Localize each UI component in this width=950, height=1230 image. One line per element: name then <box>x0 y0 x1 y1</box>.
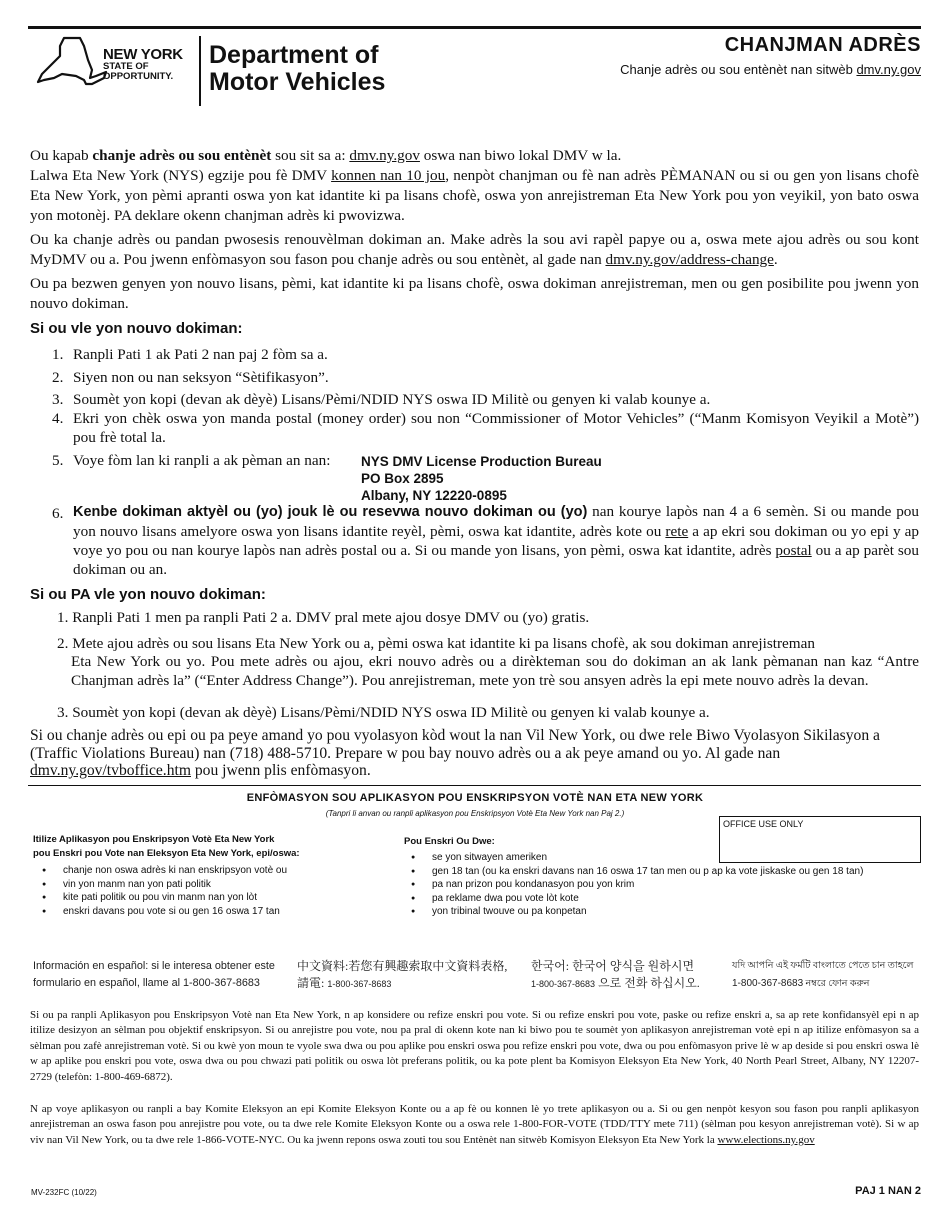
office-use-label: OFFICE USE ONLY <box>723 819 804 829</box>
mailing-address <box>361 453 602 504</box>
address-line-1: NYS DMV License Production Bureau <box>361 454 602 469</box>
intro-p3: Ou ka chanje adrès ou pandan pwosesis renouvèlman dokiman an. Make adrès la sou avi rapèl papye ou a, oswa mete ajou adrès ou sou kont MyDMV ou a. Pou jwenn enfòmasyon sou fason pou chanje adrès ou sou entènèt, al gade nan dmv.ny.gov/address-change. <box>30 231 919 268</box>
logo-text-ny: NEW YORK <box>103 46 183 63</box>
section1-heading: Si ou vle yon nouvo dokiman: <box>30 320 243 337</box>
voter-left-list <box>36 864 287 918</box>
list-item: ● kite pati politik ou pou vin manm nan yon lòt <box>63 891 287 905</box>
violations-paragraph: Si ou chanje adrès ou epi ou pa peye amand yo pou vyolasyon kòd wout la nan Vil New York, ou dwe rele Biwo Vyolasyon Sikilasyon a (Traffic Violations Bureau) nan (718) 488-5710. Prepare w pou bay nouvo adrès ou a ak peye amand ou yo. Al gade nan dmv.ny.gov/tvboffice.htm pou jwenn plis enfòmasyon. <box>30 727 880 779</box>
s1-item-5: Voye fòm lan ki ranpli a ak pèman an nan: <box>73 452 331 469</box>
fine-print-2: N ap voye aplikasyon ou ranpli a bay Komite Eleksyon an epi Komite Eleksyon Konte ou a ap fè ou konnen lè yo trete aplikasyon ou a. Si ou gen nenpòt kesyon sou fason pou ranpli aplikasyon anrejistreman an oswa fason pou anrejistre pou vote, ou ta dwe rele Komite Eleksyon Konte ou a oswa rele 1-800-FOR-VOTE (TDD/TTY mete 711) (sèlman pou kesyon anrejistreman votè). Si w ap viv nan Vil New York, ou ta dwe rele 1-866-VOTE-NYC. Ou ka jwenn repons oswa zouti tou sou Entènèt nan sitwèb Komisyon Eleksyon Eta New York la www.elections.ny.gov <box>30 1103 919 1146</box>
list-item: ● chanje non oswa adrès ki nan enskripsyon votè ou <box>63 864 287 878</box>
voter-section-rule <box>28 785 921 786</box>
voter-right-list <box>405 851 863 919</box>
elections-link[interactable]: www.elections.ny.gov <box>717 1133 815 1146</box>
list-item: ● gen 18 tan (ou ka enskri davans nan 16 oswa 17 tan men ou p ap ka vote jiskaske ou gen 18 tan) <box>432 865 863 879</box>
s1-item-4: Ekri yon chèk oswa yon manda postal (money order) sou non “Commissioner of Motor Vehicles” (“Manm Komisyon Veyikil a Motè”) pou frè total la. <box>73 410 919 446</box>
logo-text-opportunity: OPPORTUNITY. <box>103 71 174 82</box>
s1-num-3: 3. <box>52 391 64 408</box>
intro-p4: Ou pa bezwen genyen yon nouvo lisans, pèmi, kat idantite ki pa lisans chofè, oswa dokiman anrejistreman, men ou gen posibilite pou jwenn yon nouvo dokiman. <box>30 275 919 312</box>
nys-logo <box>34 34 109 99</box>
dept-line-2: Motor Vehicles <box>209 68 386 96</box>
dept-name <box>209 42 385 96</box>
spanish-notice: Información en español: si le interesa obtener este formulario en español, llame al 1-800-367-8683 <box>33 960 275 989</box>
s1-num-2: 2. <box>52 369 64 386</box>
s1-num-6: 6. <box>52 505 64 522</box>
s1-num-4: 4. <box>52 410 64 427</box>
section2-heading: Si ou PA vle yon nouvo dokiman: <box>30 586 266 603</box>
form-id: MV-232FC (10/22) <box>31 1188 97 1197</box>
nys-map-icon <box>34 34 109 94</box>
logo-divider <box>199 36 201 106</box>
list-item: ● enskri davans pou vote si ou gen 16 oswa 17 tan <box>63 905 287 919</box>
fine-print-1: Si ou pa ranpli Aplikasyon pou Enskripsyon Votè nan Eta New York, n ap konsidere ou refize enskri pou vote. Si ou refize enskri pou vote, paske ou refize enskri a, sa ap rete konfidansyèl epi n ap itilize desizyon an sèlman pou objektif enskripsyon. Si ou anrejistre pou vote, nou pa pral di okenn kote nan ki biwo pou te soumèt yon aplikasyon anrejistreman votè epi n ap itilize enfòmasyon sa a sèlman pou zafè anrejistreman votè. Si ou kwè yon moun te vyole swa dwa ou pou aplike pou enskri oswa pou refize enskri pou vote, dwa ou pou enfòmasyon prive lè w ap deside si pou enskri oswa lè w ap aplike pou enskri pou vote, oswa dwa ou pou chwazi pati politik ou oswa lòt preferans politik, ou ka pote plent ba Komisyon Eleksyon Eta New York, 40 North Pearl Street, Albany, NY 12207-2729 (telefòn: 1-800-469-6872). <box>30 1009 919 1083</box>
intro-p1: Ou kapab chanje adrès ou sou entènèt sou sit sa a: dmv.ny.gov oswa nan biwo lokal DMV w la. <box>30 147 622 164</box>
page-number: PAJ 1 NAN 2 <box>855 1185 921 1197</box>
dept-line-1: Department of <box>209 41 379 69</box>
s1-item-1: Ranpli Pati 1 ak Pati 2 nan paj 2 fòm sa a. <box>73 346 328 363</box>
s1-item-3: Soumèt yon kopi (devan ak dèyè) Lisans/Pèmi/NDID NYS oswa ID Militè ou genyen ki valab kounye a. <box>73 391 711 408</box>
page-title: CHANJMAN ADRÈS <box>724 34 921 56</box>
voter-right-heading: Pou Enskri Ou Dwe: <box>404 836 495 847</box>
list-item: ● vin yon manm nan yon pati politik <box>63 878 287 892</box>
s1-item-6: Kenbe dokiman aktyèl ou (yo) jouk lè ou resevwa nouvo dokiman ou (yo) nan kourye lapòs nan 4 a 6 semèn. Si ou mande pou yon nouvo lisans amelyore oswa yon lisans idantite reyèl, pèmi, oswa kat idantite, adrès kote ou rete a ap ekri sou dokiman ou yo epi y ap voye yo pou ou nan kourye lapòs nan adrès postal ou a. Si ou mande yon lisans, yon pèmi, oswa kat idantite, adrès postal ou a ap parèt sou dokiman ou an. <box>73 503 919 578</box>
list-item: ● pa reklame dwa pou vote lòt kote <box>432 892 863 906</box>
address-change-link[interactable]: dmv.ny.gov/address-change <box>605 251 774 268</box>
korean-notice: 한국어: 한국어 양식을 원하시면 1-800-367-8683 으로 전화 하십시오. <box>531 959 700 990</box>
s2-item-1: 1. Ranpli Pati 1 men pa ranpli Pati 2 a. DMV pral mete ajou dosye DMV ou (yo) gratis. <box>57 609 590 626</box>
s1-item-2: Siyen non ou nan seksyon “Sètifikasyon”. <box>73 369 329 386</box>
top-rule <box>28 26 921 29</box>
bengali-notice: যদি আপনি এই ফর্মটি বাংলাতে পেতে চান তাহলে 1-800-367-8683 নম্বরে ফোন করুন <box>732 961 914 989</box>
s2-item-3: 3. Soumèt yon kopi (devan ak dèyè) Lisans/Pèmi/NDID NYS oswa ID Militè ou genyen ki valab kounye a. <box>57 704 710 721</box>
s2-item-2: 2. Mete ajou adrès ou sou lisans Eta New York ou a, pèmi oswa kat idantite ki pa lisans chofè, ak sou dokiman anrejistreman <box>57 635 815 652</box>
intro-p2: Lalwa Eta New York (NYS) egzije pou fè DMV konnen nan 10 jou, nenpòt chanjman ou fè nan adrès PÈMANAN ou si ou gen yon lisans chofè Eta New York, yon pèmi apranti oswa yon kat idantite ki pa lisans chofè, oswa yon anrejistreman Eta New York pou yon veyikil, yon bato oswa yon motonèj. PA deklare okenn chanjman adrès ki pwovizwa. <box>30 167 920 224</box>
list-item: ● se yon sitwayen ameriken <box>432 851 863 865</box>
subtitle-link[interactable]: dmv.ny.gov <box>856 62 921 77</box>
logo-text-state: STATE OF <box>103 61 149 72</box>
voter-left-heading: Itilize Aplikasyon pou Enskripsyon Votè Eta New York pou Enskri pou Vote nan Eleksyon Eta New York, epi/oswa: <box>33 834 300 859</box>
address-line-2: PO Box 2895 <box>361 471 444 486</box>
tvb-link[interactable]: dmv.ny.gov/tvboffice.htm <box>30 762 191 779</box>
dmv-link[interactable]: dmv.ny.gov <box>349 147 420 164</box>
subtitle-text: Chanje adrès ou sou entènèt nan sitwèb <box>620 62 857 77</box>
list-item: ● yon tribinal twouve ou pa konpetan <box>432 905 863 919</box>
s1-num-5: 5. <box>52 452 64 469</box>
address-line-3: Albany, NY 12220-0895 <box>361 488 507 503</box>
voter-subtitle: (Tanpri li anvan ou ranpli aplikasyon pou Enskripsyon Votè Eta New York nan Paj 2.) <box>325 809 625 818</box>
list-item: ● pa nan prizon pou kondanasyon pou yon krim <box>432 878 863 892</box>
s1-num-1: 1. <box>52 346 64 363</box>
chinese-notice: 中文資料:若您有興趣索取中文資料表格, 請電: 1-800-367-8683 <box>297 959 508 990</box>
page-subtitle <box>620 62 921 77</box>
s2-item-2-cont: Eta New York ou yo. Pou mete adrès ou ajou, ekri nouvo adrès ou a dirèkteman sou do dokiman an ak lank pèmanan nan kaz “Antre Chanjman adrès la” (“Enter Address Change”). Pou anrejistreman, mete yon trè sou ansyen adrès la epi mete nouvo adrès la devan. <box>71 653 919 689</box>
voter-title: ENFÒMASYON SOU APLIKASYON POU ENSKRIPSYON VOTÈ NAN ETA NEW YORK <box>246 792 704 804</box>
